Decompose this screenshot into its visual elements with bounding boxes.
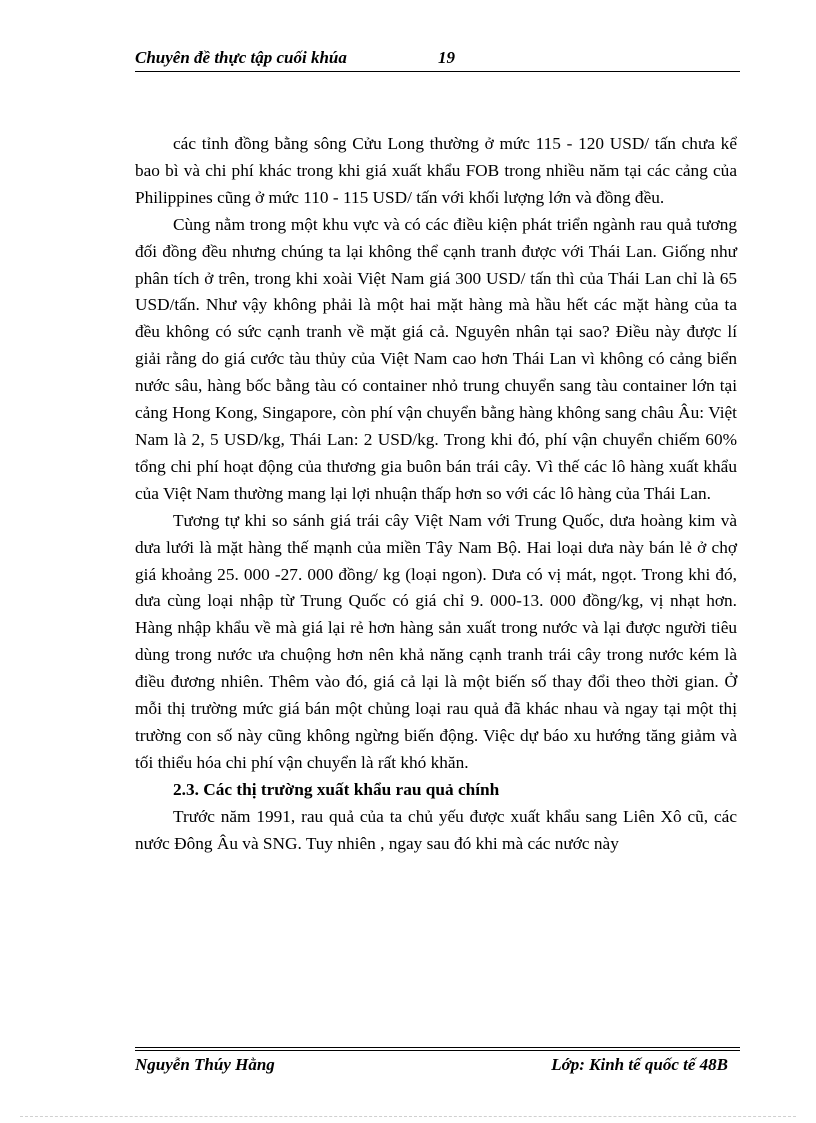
page-footer — [135, 1053, 740, 1077]
page-header — [135, 46, 740, 70]
body-paragraph: Cùng nằm trong một khu vực và có các điều kiện phát triển ngành rau quả tương đối đồng đều nhưng chúng ta lại không thể cạnh tranh được với Thái Lan. Giống như phân tích ở trên, trong khi xoài Việt Nam giá 300 USD/ tấn thì của Thái Lan chỉ là 65 USD/tấn. Như vậy không phải là một hai mặt hàng mà hầu hết các mặt hàng của ta đều không có sức cạnh tranh về mặt giá cả. Nguyên nhân tại sao? Điều này được lí giải rằng do giá cước tàu thủy của Việt Nam cao hơn Thái Lan vì không có cảng biển nước sâu, hàng bốc bằng tàu có container nhỏ trung chuyển sang tàu container lớn tại cảng Hong Kong, Singapore, còn phí vận chuyển bằng hàng không sang châu Âu: Việt Nam là 2, 5 USD/kg, Thái Lan: 2 USD/kg. Trong khi đó, phí vận chuyển chiếm 60% tổng chi phí hoạt động của thương gia buôn bán trái cây. Vì thế các lô hàng xuất khẩu của Việt Nam thường mang lại lợi nhuận thấp hơn so với các lô hàng của Thái Lan. — [135, 214, 737, 503]
footer-rule — [135, 1047, 740, 1048]
header-rule — [135, 71, 740, 72]
page-number: 19 — [438, 48, 455, 67]
page-edge-divider — [20, 1116, 796, 1117]
document-body — [135, 131, 737, 857]
header-title: Chuyên đề thực tập cuối khúa — [135, 48, 347, 67]
body-paragraph: các tỉnh đồng bằng sông Cửu Long thường ở mức 115 - 120 USD/ tấn chưa kể bao bì và chi phí khác trong khi giá xuất khẩu FOB trong nhiều năm tại các cảng của Philippines cũng ở mức 110 - 115 USD/ tấn với khối lượng lớn và đồng đều. — [135, 134, 737, 207]
footer-author: Nguyễn Thúy Hằng — [135, 1055, 275, 1074]
footer-class: Lớp: Kinh tế quốc tế 48B — [551, 1055, 728, 1074]
section-heading: 2.3. Các thị trường xuất khẩu rau quả chính — [173, 779, 500, 799]
footer-rule-secondary — [135, 1050, 740, 1051]
body-paragraph: Trước năm 1991, rau quả của ta chủ yếu được xuất khẩu sang Liên Xô cũ, các nước Đông Âu và SNG. Tuy nhiên , ngay sau đó khi mà các nước này — [135, 806, 737, 853]
body-paragraph: Tương tự khi so sánh giá trái cây Việt Nam với Trung Quốc, dưa hoàng kim và dưa lưới là mặt hàng thế mạnh của miền Tây Nam Bộ. Hai loại dưa này bán lẻ ở chợ giá khoảng 25. 000 -27. 000 đồng/ kg (loại ngon). Dưa có vị mát, ngọt. Trong khi đó, dưa cùng loại nhập từ Trung Quốc có giá chỉ 9. 000-13. 000 đồng/kg, vị nhạt hơn. Hàng nhập khẩu về mà giá lại rẻ hơn hàng sản xuất trong nước và lại được người tiêu dùng trong nước ưa chuộng hơn nên khả năng cạnh tranh trái cây trong nước kém là điều đương nhiên. Thêm vào đó, giá cả lại là một biến số thay đổi theo thời gian. Ở mỗi thị trường mức giá bán một chủng loại rau quả đã khác nhau và ngay tại một thị trường con số này cũng không ngừng biến động. Việc dự báo xu hướng tăng giảm và tối thiểu hóa chi phí vận chuyển là rất khó khăn. — [135, 510, 737, 772]
